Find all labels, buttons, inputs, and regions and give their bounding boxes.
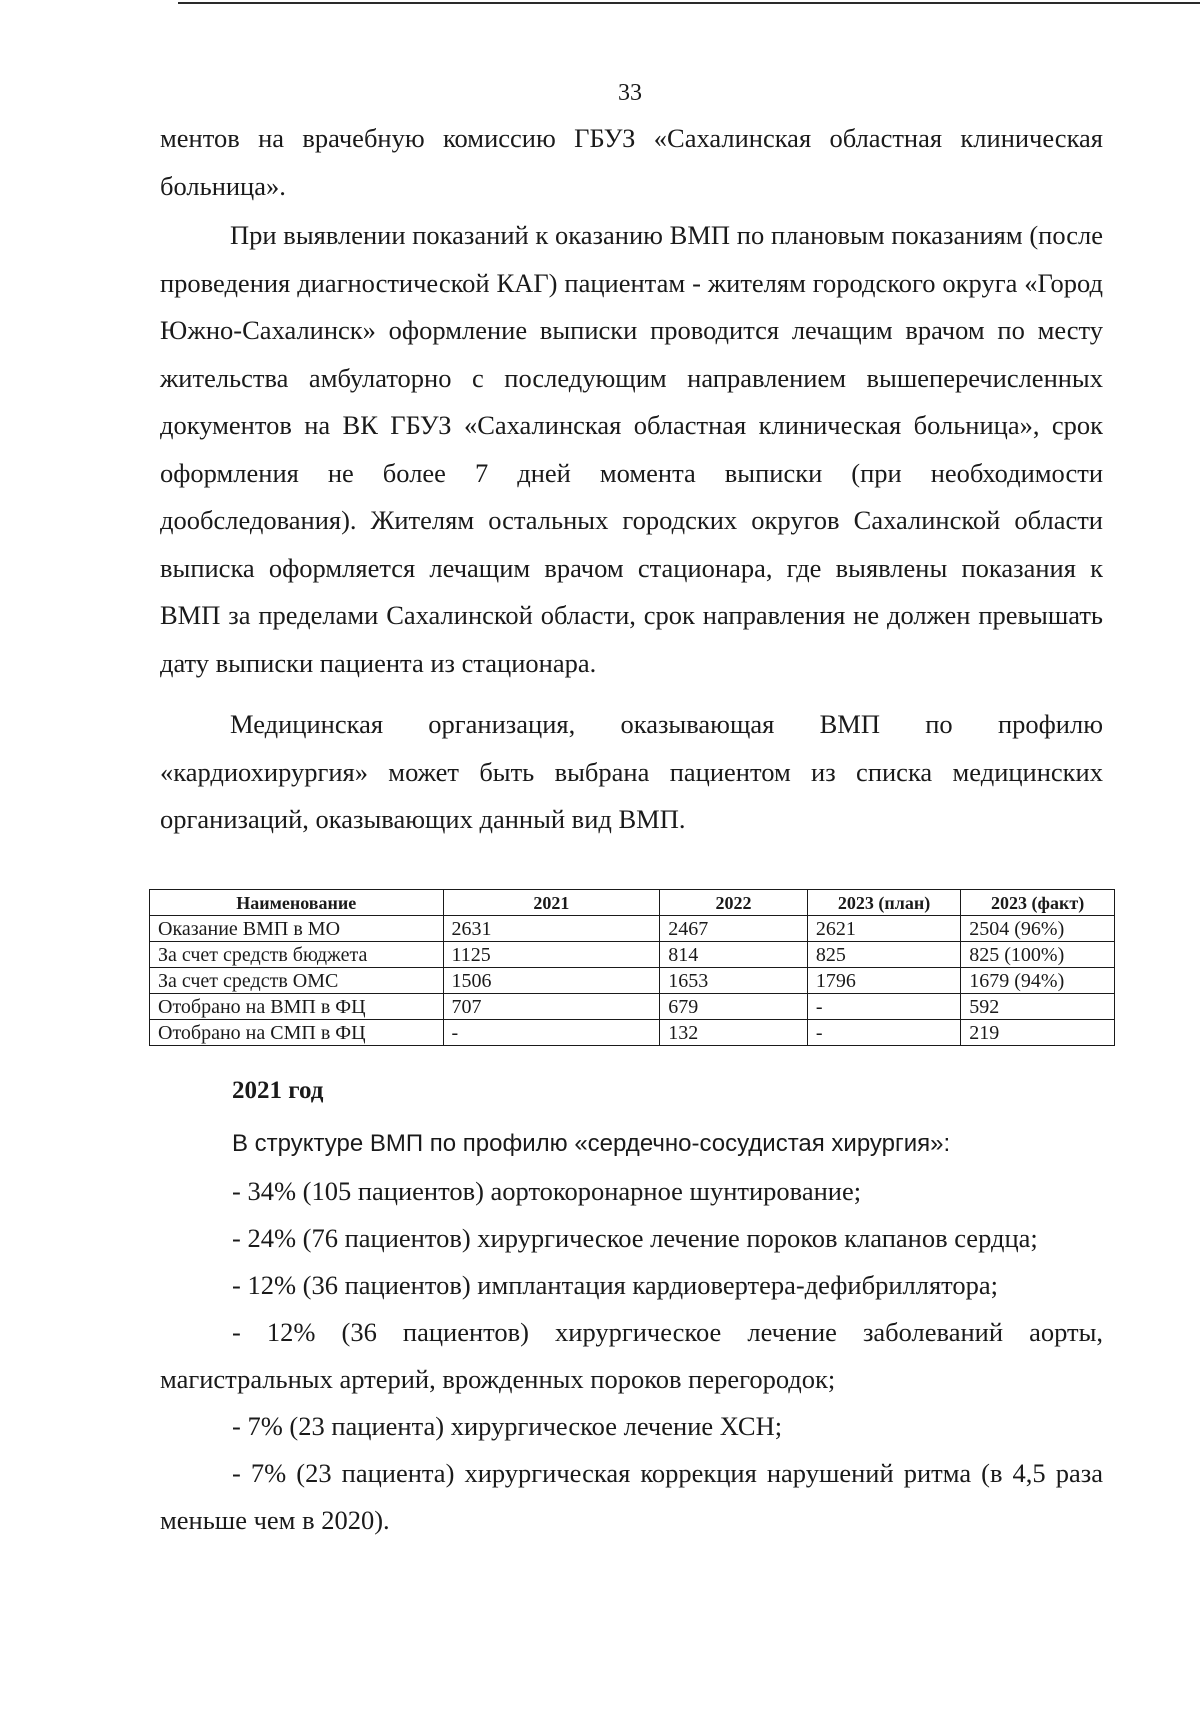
table-cell: 2631 xyxy=(443,916,660,942)
paragraph-referral-procedure xyxy=(160,212,1103,687)
top-border-line xyxy=(178,2,1200,4)
table-cell: 1679 (94%) xyxy=(961,968,1115,994)
table-cell: 825 (100%) xyxy=(961,942,1115,968)
table-cell: - xyxy=(807,994,960,1020)
table-cell: 219 xyxy=(961,1020,1115,1046)
list-intro: В структуре ВМП по профилю «сердечно-сосудистая хирургия»: xyxy=(232,1130,951,1157)
column-header-2022: 2022 xyxy=(660,890,808,916)
paragraph-text: При выявлении показаний к оказанию ВМП по плановым показаниям (после проведения диагностической КАГ) пациентам - жителям городского округа «Город Южно-Сахалинск» оформление выписки проводится лечащим врачом по месту жительства амбулаторно с последующим направлением вышеперечисленных документов на ВК ГБУЗ «Сахалинская областная клиническая больница», срок оформления не более 7 дней момента выписки (при необходимости дообследования). Жителям остальных городских округов Сахалинской области выписка оформляется лечащим врачом стационара, где выявлены показания к ВМП за пределами Сахалинской области, срок направления не должен превышать дату выписки пациента из стационара. xyxy=(160,220,1103,678)
table-cell: Оказание ВМП в МО xyxy=(150,916,444,942)
paragraph-text: Медицинская организация, оказывающая ВМП по профилю «кардиохирургия» может быть выбрана пациентом из списка медицинских организаций, оказывающих данный вид ВМП. xyxy=(160,709,1103,834)
section-heading-2021: 2021 год xyxy=(232,1077,324,1104)
table-cell: 2467 xyxy=(660,916,808,942)
page-number: 33 xyxy=(618,80,642,106)
paragraph-organization-choice xyxy=(160,701,1103,844)
table-cell: - xyxy=(443,1020,660,1046)
vmp-statistics-table xyxy=(149,889,1115,1046)
table-cell: - xyxy=(807,1020,960,1046)
table-cell: 2621 xyxy=(807,916,960,942)
table-cell: 1796 xyxy=(807,968,960,994)
list-item: - 7% (23 пациента) хирургическая коррекция нарушений ритма (в 4,5 раза меньше чем в 2020). xyxy=(160,1458,1103,1535)
column-header-2021: 2021 xyxy=(443,890,660,916)
paragraph-continuation xyxy=(160,115,1103,210)
table-cell: 679 xyxy=(660,994,808,1020)
table-cell: 825 xyxy=(807,942,960,968)
table-cell: 132 xyxy=(660,1020,808,1046)
table-row xyxy=(150,942,1115,968)
table-cell: За счет средств бюджета xyxy=(150,942,444,968)
column-header-name: Наименование xyxy=(150,890,444,916)
table-cell: 592 xyxy=(961,994,1115,1020)
table-cell: Отобрано на ВМП в ФЦ xyxy=(150,994,444,1020)
table-cell: Отобрано на СМП в ФЦ xyxy=(150,1020,444,1046)
column-header-2023-fact: 2023 (факт) xyxy=(961,890,1115,916)
table-header-row xyxy=(150,890,1115,916)
table-cell: 1506 xyxy=(443,968,660,994)
table-row xyxy=(150,916,1115,942)
table-cell: 1653 xyxy=(660,968,808,994)
list-item: - 12% (36 пациентов) имплантация кардиовертера-дефибриллятора; xyxy=(232,1270,999,1300)
table-cell: 1125 xyxy=(443,942,660,968)
list-item: - 7% (23 пациента) хирургическое лечение ХСН; xyxy=(232,1411,783,1441)
list-item: - 24% (76 пациентов) хирургическое лечение пороков клапанов сердца; xyxy=(232,1223,1038,1253)
table-cell: 707 xyxy=(443,994,660,1020)
table-cell: 2504 (96%) xyxy=(961,916,1115,942)
table-row xyxy=(150,968,1115,994)
table-cell: За счет средств ОМС xyxy=(150,968,444,994)
table-cell: 814 xyxy=(660,942,808,968)
vmp-structure-list xyxy=(160,1120,1103,1544)
table-row xyxy=(150,994,1115,1020)
list-item: - 12% (36 пациентов) хирургическое лечение заболеваний аорты, магистральных артерий, врожденных пороков перегородок; xyxy=(160,1317,1103,1394)
column-header-2023-plan: 2023 (план) xyxy=(807,890,960,916)
list-item: - 34% (105 пациентов) аортокоронарное шунтирование; xyxy=(232,1176,862,1206)
table-row xyxy=(150,1020,1115,1046)
paragraph-text: ментов на врачебную комиссию ГБУЗ «Сахалинская областная клиническая больница». xyxy=(160,123,1103,201)
